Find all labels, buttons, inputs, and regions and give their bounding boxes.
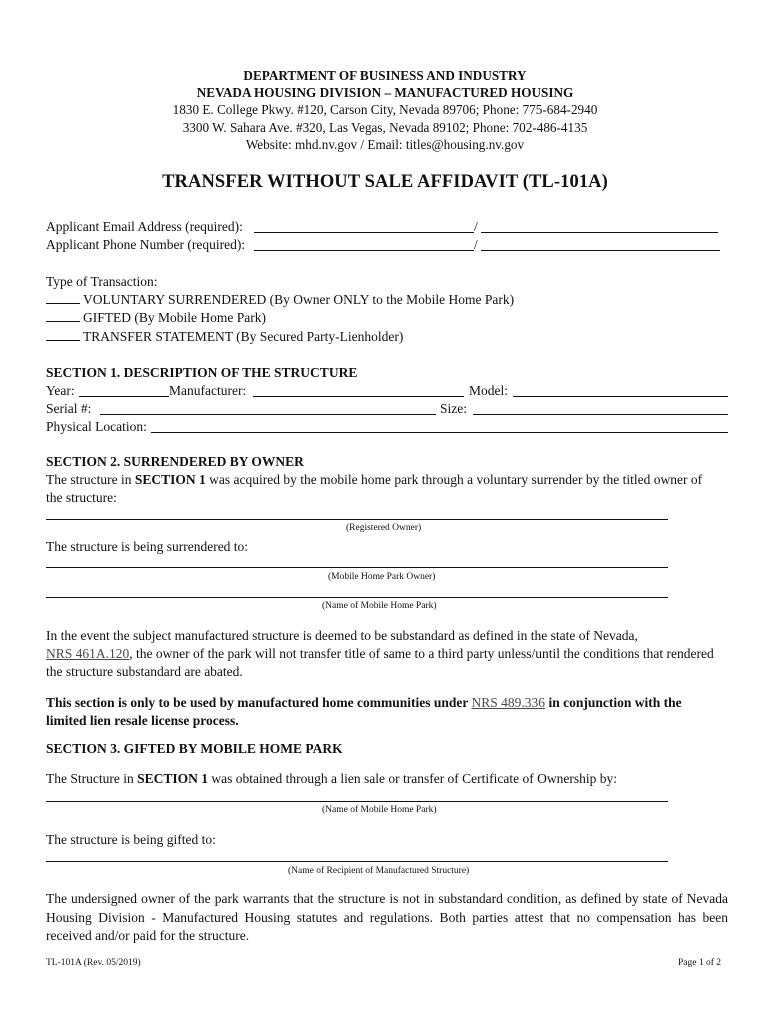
attestation-paragraph: The undersigned owner of the park warrants that the structure is not in substandard condition, as defined by state of Nevada Housing Division - Manufactured Housing statutes and regulations. Both parties attest that no compensation has been received and/or paid for the structure. [46,891,728,943]
substandard-notice-line2: NRS 461A.120, the owner of the park will not transfer title of same to a third party unless/until the conditions that rendered [46,646,714,661]
gifted-to-label: The structure is being gifted to: [46,832,216,847]
phone-field-part2[interactable] [481,250,720,251]
section2-intro-line1: The structure in SECTION 1 was acquired by the mobile home park through a voluntary surrender by the titled owner of [46,472,703,487]
email-label: Applicant Email Address (required): [46,219,243,234]
registered-owner-field[interactable] [46,519,668,520]
park-owner-field[interactable] [46,567,668,568]
nrs-489-336-link[interactable]: NRS 489.336 [471,695,546,710]
park-name-caption: (Name of Mobile Home Park) [322,601,437,611]
section1-heading: SECTION 1. DESCRIPTION OF THE STRUCTURE [46,365,358,380]
year-label: Year: [46,383,75,398]
nrs-461a-120-link[interactable]: NRS 461A.120 [46,646,130,661]
checkbox-blank[interactable] [46,309,80,322]
model-label: Model: [469,383,508,398]
checkbox-blank[interactable] [46,328,80,341]
manufacturer-label: Manufacturer: [169,383,247,398]
recipient-name-caption: (Name of Recipient of Manufactured Structure) [288,866,470,876]
form-revision-id: TL-101A (Rev. 05/2019) [46,958,141,968]
gifting-park-name-caption: (Name of Mobile Home Park) [322,805,437,815]
physical-location-label: Physical Location: [46,419,147,434]
website-contact: Website: mhd.nv.gov / Email: titles@housing.nv.gov [245,137,525,152]
substandard-notice-line3: the structure substandard are abated. [46,664,243,679]
transaction-option-surrendered[interactable]: VOLUNTARY SURRENDERED (By Owner ONLY to the Mobile Home Park) [46,291,514,310]
transaction-type-label: Type of Transaction: [46,274,158,289]
registered-owner-caption: (Registered Owner) [346,523,422,533]
phone-label: Applicant Phone Number (required): [46,237,246,252]
section2-intro-line2: the structure: [46,490,117,505]
form-title: TRANSFER WITHOUT SALE AFFIDAVIT (TL-101A) [162,172,608,192]
gifting-park-name-field[interactable] [46,801,668,802]
email-separator: / [474,219,478,234]
phone-separator: / [474,237,478,252]
division-heading: NEVADA HOUSING DIVISION – MANUFACTURED HOUSING [196,85,574,100]
surrendered-to-label: The structure is being surrendered to: [46,539,249,554]
section2-note-line2: limited lien resale license process. [46,713,239,728]
serial-field[interactable] [100,414,436,415]
physical-location-field[interactable] [151,432,728,433]
park-name-field[interactable] [46,597,668,598]
email-field-part1[interactable] [254,232,474,233]
substandard-notice-line1: In the event the subject manufactured structure is deemed to be substandard as defined in the state of Nevada, [46,628,638,643]
department-heading: DEPARTMENT OF BUSINESS AND INDUSTRY [243,68,527,83]
las-vegas-address: 3300 W. Sahara Ave. #320, Las Vegas, Nevada 89102; Phone: 702-486-4135 [182,120,588,135]
section3-heading: SECTION 3. GIFTED BY MOBILE HOME PARK [46,741,343,756]
page-number: Page 1 of 2 [678,958,722,968]
phone-field-part1[interactable] [254,250,474,251]
recipient-name-field[interactable] [46,861,668,862]
checkbox-blank[interactable] [46,291,80,304]
section3-intro: The Structure in SECTION 1 was obtained through a lien sale or transfer of Certificate of Ownership by: [46,771,618,786]
size-label: Size: [440,401,467,416]
carson-city-address: 1830 E. College Pkwy. #120, Carson City, Nevada 89706; Phone: 775-684-2940 [172,102,598,117]
serial-label: Serial #: [46,401,92,416]
email-field-part2[interactable] [481,232,718,233]
section2-note-line1: This section is only to be used by manufactured home communities under NRS 489.336 in conjunction with the [46,695,682,710]
manufacturer-field[interactable] [253,396,464,397]
year-field[interactable] [79,396,169,397]
model-field[interactable] [513,396,728,397]
transaction-option-gifted[interactable]: GIFTED (By Mobile Home Park) [46,309,266,328]
size-field[interactable] [473,414,728,415]
transaction-option-transfer-statement[interactable]: TRANSFER STATEMENT (By Secured Party-Lienholder) [46,328,403,347]
park-owner-caption: (Mobile Home Park Owner) [328,572,436,582]
section2-heading: SECTION 2. SURRENDERED BY OWNER [46,454,304,469]
